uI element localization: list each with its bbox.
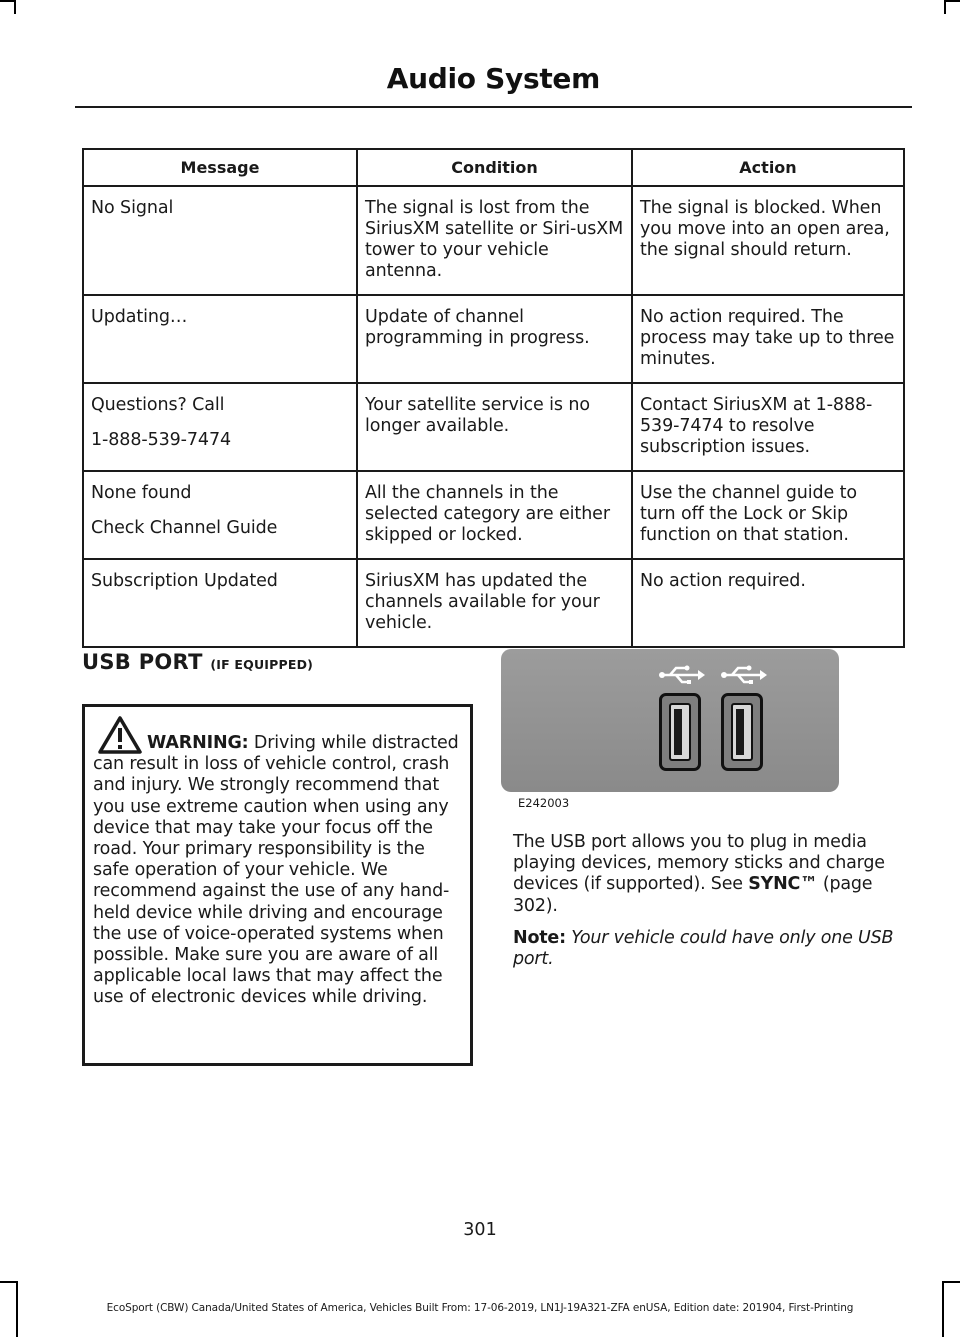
crop-mark (0, 0, 14, 2)
condition-cell: The signal is lost from the SiriusXM satellite or Siri-usXM tower to your vehicle antenna. (357, 186, 632, 295)
sync-reference-link[interactable]: SYNC™ (748, 874, 818, 895)
action-cell: Use the channel guide to turn off the Lock or Skip function on that station. (632, 471, 904, 559)
crop-mark (942, 1281, 960, 1283)
condition-cell: Update of channel programming in progress. (357, 295, 632, 383)
message-cell (83, 383, 357, 471)
condition-cell: Your satellite service is no longer available. (357, 383, 632, 471)
message-text: Check Channel Guide (91, 518, 278, 538)
page-title: Audio System (386, 62, 600, 95)
usb-socket-opening (731, 703, 753, 761)
message-cell (83, 559, 357, 647)
usb-body-paragraph (513, 832, 908, 917)
warning-text: Driving while distracted can result in loss of vehicle control, crash and injury. We strongly recommend that you use extreme caution when using any device that may take your focus off the road. Your primary responsibility is the safe operation of your vehicle. We recommend against the use of any hand-held device while driving and encourage the use of voice-operated systems when possible. Make sure you are aware of all applicable local laws that may affect the use of electronic devices while driving. (93, 733, 459, 1008)
message-text: No Signal (91, 198, 174, 218)
crop-mark (14, 0, 16, 14)
section-heading (82, 650, 313, 674)
usb-socket-opening (669, 703, 691, 761)
action-cell: No action required. (632, 559, 904, 647)
action-cell: No action required. The process may take up to three minutes. (632, 295, 904, 383)
usb-socket-tongue (736, 709, 744, 755)
usb-body-text: The USB port allows you to plug in media playing devices, memory sticks and charge devices (if supported). See (513, 832, 885, 895)
usb-socket (659, 693, 701, 771)
message-cell (83, 471, 357, 559)
header-rule (75, 106, 912, 108)
column-header-condition: Condition (357, 149, 632, 186)
action-cell: Contact SiriusXM at 1-888-539-7474 to resolve subscription issues. (632, 383, 904, 471)
message-table (82, 148, 905, 648)
column-header-message: Message (83, 149, 357, 186)
usb-port-illustration (501, 649, 839, 792)
usb-socket (721, 693, 763, 771)
section-heading-qualifier: (IF EQUIPPED) (210, 657, 314, 672)
warning-label: WARNING: (147, 733, 249, 753)
usb-description (513, 832, 908, 981)
message-text: Subscription Updated (91, 571, 278, 591)
table-row (83, 186, 904, 295)
condition-cell: SiriusXM has updated the channels available for your vehicle. (357, 559, 632, 647)
section-heading-title: USB PORT (82, 650, 203, 674)
table-row (83, 383, 904, 471)
usb-socket-tongue (674, 709, 682, 755)
message-cell (83, 186, 357, 295)
footer-text: EcoSport (CBW) Canada/United States of America, Vehicles Built From: 17-06-2019, LN1J-19A321-ZFA enUSA, Edition date: 201904, First-Printing (106, 1302, 854, 1314)
usb-icon (720, 663, 768, 687)
warning-icon (97, 715, 143, 755)
note-text: Your vehicle could have only one USB port. (513, 927, 894, 970)
usb-icon (658, 663, 706, 687)
table-row (83, 471, 904, 559)
table-header-row (83, 149, 904, 186)
figure-label: E242003 (518, 796, 570, 810)
note-label: Note: (513, 927, 566, 948)
condition-cell: All the channels in the selected category are either skipped or locked. (357, 471, 632, 559)
message-text: Updating… (91, 307, 188, 327)
table-row (83, 559, 904, 647)
message-text: None found (91, 483, 192, 503)
note-paragraph (513, 928, 908, 970)
warning-box (82, 704, 473, 1066)
crop-mark (946, 0, 960, 2)
page-number: 301 (463, 1220, 497, 1240)
action-cell: The signal is blocked. When you move into an open area, the signal should return. (632, 186, 904, 295)
message-text: Questions? Call (91, 395, 225, 415)
table-row (83, 295, 904, 383)
column-header-action: Action (632, 149, 904, 186)
usb-body-page-ref: (page 302). (513, 874, 873, 916)
crop-mark (944, 0, 946, 14)
message-cell (83, 295, 357, 383)
message-text: 1-888-539-7474 (91, 430, 232, 450)
